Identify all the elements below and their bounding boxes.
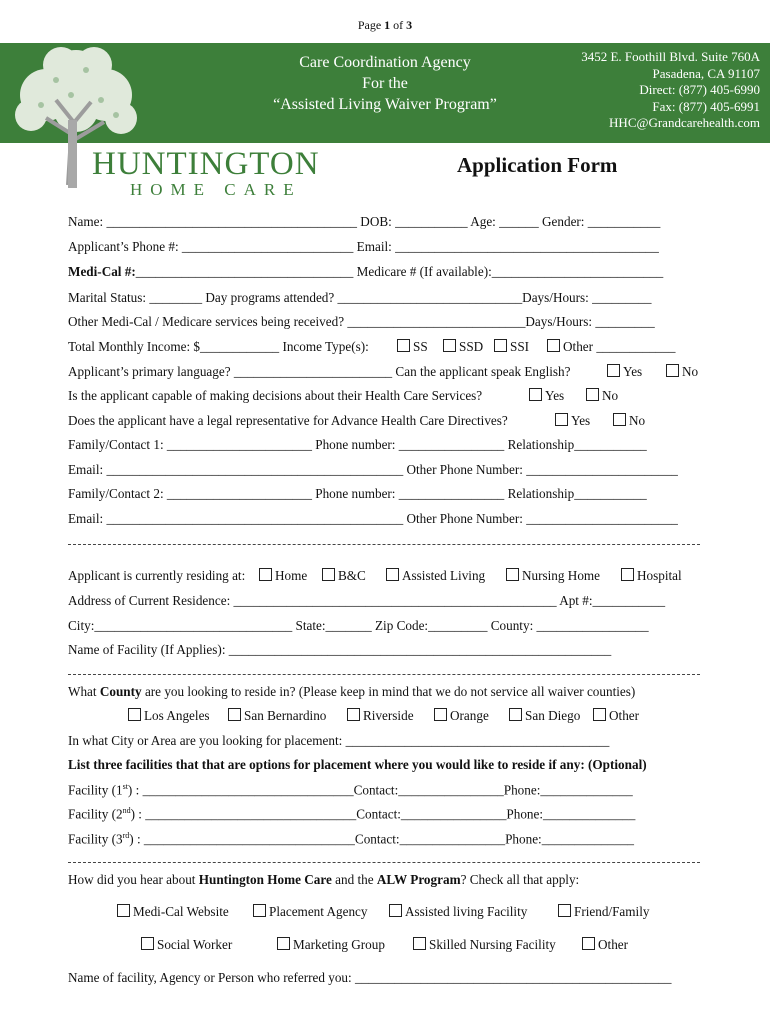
checkbox-icon[interactable] [277,937,290,950]
referral-question: How did you hear about Huntington Home Care and the ALW Program? Check all that apply: [68,872,580,887]
phone-field-line[interactable]: Applicant’s Phone #: __________________________ Email: ________________________________________ [68,239,659,254]
address-line[interactable]: Address of Current Residence: _________________________________________________ Apt #:___________ [68,593,666,608]
decisions-yes-checkbox[interactable]: Yes [529,388,564,404]
referral-friend-family-checkbox[interactable]: Friend/Family [558,904,649,920]
facility-1-line[interactable]: Facility (1st) : ________________________________Contact:________________Phone:______________ [68,782,633,798]
checkbox-icon[interactable] [509,708,522,721]
referral-snf-checkbox[interactable]: Skilled Nursing Facility [413,937,556,953]
name-field-line[interactable]: Name: ______________________________________ DOB: ___________ Age: ______ Gender: ___________ [68,214,661,229]
county-question: What County are you looking to reside in? (Please keep in mind that we do not service all waiver counties) [68,684,636,699]
income-ss-checkbox[interactable]: SS [397,339,428,355]
county-riverside-checkbox[interactable]: Riverside [347,708,414,724]
logo-subtitle: HOME CARE [130,180,302,199]
checkbox-icon[interactable] [529,388,542,401]
checkbox-icon[interactable] [586,388,599,401]
checkbox-icon[interactable] [128,708,141,721]
email2-line[interactable]: Email: _____________________________________________ Other Phone Number: _______________________ [68,511,678,526]
county-sb-checkbox[interactable]: San Bernardino [228,708,326,724]
contact1-line[interactable]: Family/Contact 1: ______________________ Phone number: ________________ Relationship___________ [68,437,647,452]
income-other-checkbox[interactable]: Other ____________ [547,339,675,355]
checkbox-icon[interactable] [259,568,272,581]
english-yes-checkbox[interactable]: Yes [607,364,642,380]
marital-field-line[interactable]: Marital Status: ________ Day programs attended? ____________________________Days/Hours: _________ [68,290,652,305]
facility-2-line[interactable]: Facility (2nd) : ________________________________Contact:________________Phone:______________ [68,806,636,822]
checkbox-icon[interactable] [443,339,456,352]
facility-name-line[interactable]: Name of Facility (If Applies): __________________________________________________________ [68,642,612,657]
checkbox-icon[interactable] [494,339,507,352]
legal-rep-line: Does the applicant have a legal representative for Advance Health Care Directives? [68,413,508,428]
legal-rep-no-checkbox[interactable]: No [613,413,645,429]
checkbox-icon[interactable] [593,708,606,721]
decisions-line: Is the applicant capable of making decisions about their Health Care Services? [68,388,483,403]
agency-heading: Care Coordination Agency For the “Assisted Living Waiver Program” [273,54,497,113]
referral-other-checkbox[interactable]: Other [582,937,628,953]
residence-label: Applicant is currently residing at: [68,568,246,583]
other-services-line[interactable]: Other Medi-Cal / Medicare services being received? ___________________________Days/Hours: _________ [68,314,655,329]
residence-bc-checkbox[interactable]: B&C [322,568,366,584]
section-divider [68,674,700,675]
section-divider [68,544,700,545]
checkbox-icon[interactable] [141,937,154,950]
checkbox-icon[interactable] [347,708,360,721]
checkbox-icon[interactable] [547,339,560,352]
facilities-heading: List three facilities that that are options for placement where you would like to reside if any: (Optional) [68,757,647,772]
agency-address: 3452 E. Foothill Blvd. Suite 760A Pasadena, CA 91107 Direct: (877) 405-6990 Fax: (877) 405-6991 HHC@Grandcarehealth.com [581,49,760,130]
form-title: Application Form [457,153,618,177]
checkbox-icon[interactable] [413,937,426,950]
contact2-line[interactable]: Family/Contact 2: ______________________ Phone number: ________________ Relationship___________ [68,486,647,501]
county-other-checkbox[interactable]: Other [593,708,639,724]
checkbox-icon[interactable] [322,568,335,581]
checkbox-icon[interactable] [621,568,634,581]
checkbox-icon[interactable] [506,568,519,581]
checkbox-icon[interactable] [253,904,266,917]
language-line[interactable]: Applicant’s primary language? ________________________ Can the applicant speak English? [68,364,571,379]
income-ssi-checkbox[interactable]: SSI [494,339,529,355]
county-sd-checkbox[interactable]: San Diego [509,708,580,724]
email1-line[interactable]: Email: _____________________________________________ Other Phone Number: _______________________ [68,462,678,477]
referral-assisted-facility-checkbox[interactable]: Assisted living Facility [389,904,527,920]
page-number: Page 1 of 3 [357,18,413,32]
referral-placement-agency-checkbox[interactable]: Placement Agency [253,904,368,920]
checkbox-icon[interactable] [434,708,447,721]
referrer-name-line[interactable]: Name of facility, Agency or Person who referred you: ________________________________________________ [68,970,672,985]
checkbox-icon[interactable] [386,568,399,581]
county-la-checkbox[interactable]: Los Angeles [128,708,210,724]
checkbox-icon[interactable] [666,364,679,377]
legal-rep-yes-checkbox[interactable]: Yes [555,413,590,429]
residence-nursing-checkbox[interactable]: Nursing Home [506,568,600,584]
referral-medical-website-checkbox[interactable]: Medi-Cal Website [117,904,229,920]
income-line: Total Monthly Income: $____________ Income Type(s): [68,339,369,354]
decisions-no-checkbox[interactable]: No [586,388,618,404]
checkbox-icon[interactable] [228,708,241,721]
checkbox-icon[interactable] [582,937,595,950]
residence-home-checkbox[interactable]: Home [259,568,307,584]
city-state-line[interactable]: City:______________________________ State:_______ Zip Code:_________ County: _________________ [68,618,649,633]
placement-city-line[interactable]: In what City or Area are you looking for placement: ________________________________________ [68,733,610,748]
referral-marketing-group-checkbox[interactable]: Marketing Group [277,937,385,953]
checkbox-icon[interactable] [558,904,571,917]
english-no-checkbox[interactable]: No [666,364,698,380]
checkbox-icon[interactable] [555,413,568,426]
checkbox-icon[interactable] [397,339,410,352]
section-divider [68,862,700,863]
checkbox-icon[interactable] [607,364,620,377]
checkbox-icon[interactable] [117,904,130,917]
medical-field-line[interactable]: Medi-Cal #:_________________________________ Medicare # (If available):__________________________ [68,264,664,279]
facility-3-line[interactable]: Facility (3rd) : ________________________________Contact:________________Phone:______________ [68,831,635,847]
checkbox-icon[interactable] [389,904,402,917]
checkbox-icon[interactable] [613,413,626,426]
residence-hospital-checkbox[interactable]: Hospital [621,568,682,584]
residence-assisted-checkbox[interactable]: Assisted Living [386,568,485,584]
referral-social-worker-checkbox[interactable]: Social Worker [141,937,232,953]
income-ssd-checkbox[interactable]: SSD [443,339,483,355]
logo-wordmark: HUNTINGTON [92,146,320,182]
county-orange-checkbox[interactable]: Orange [434,708,489,724]
